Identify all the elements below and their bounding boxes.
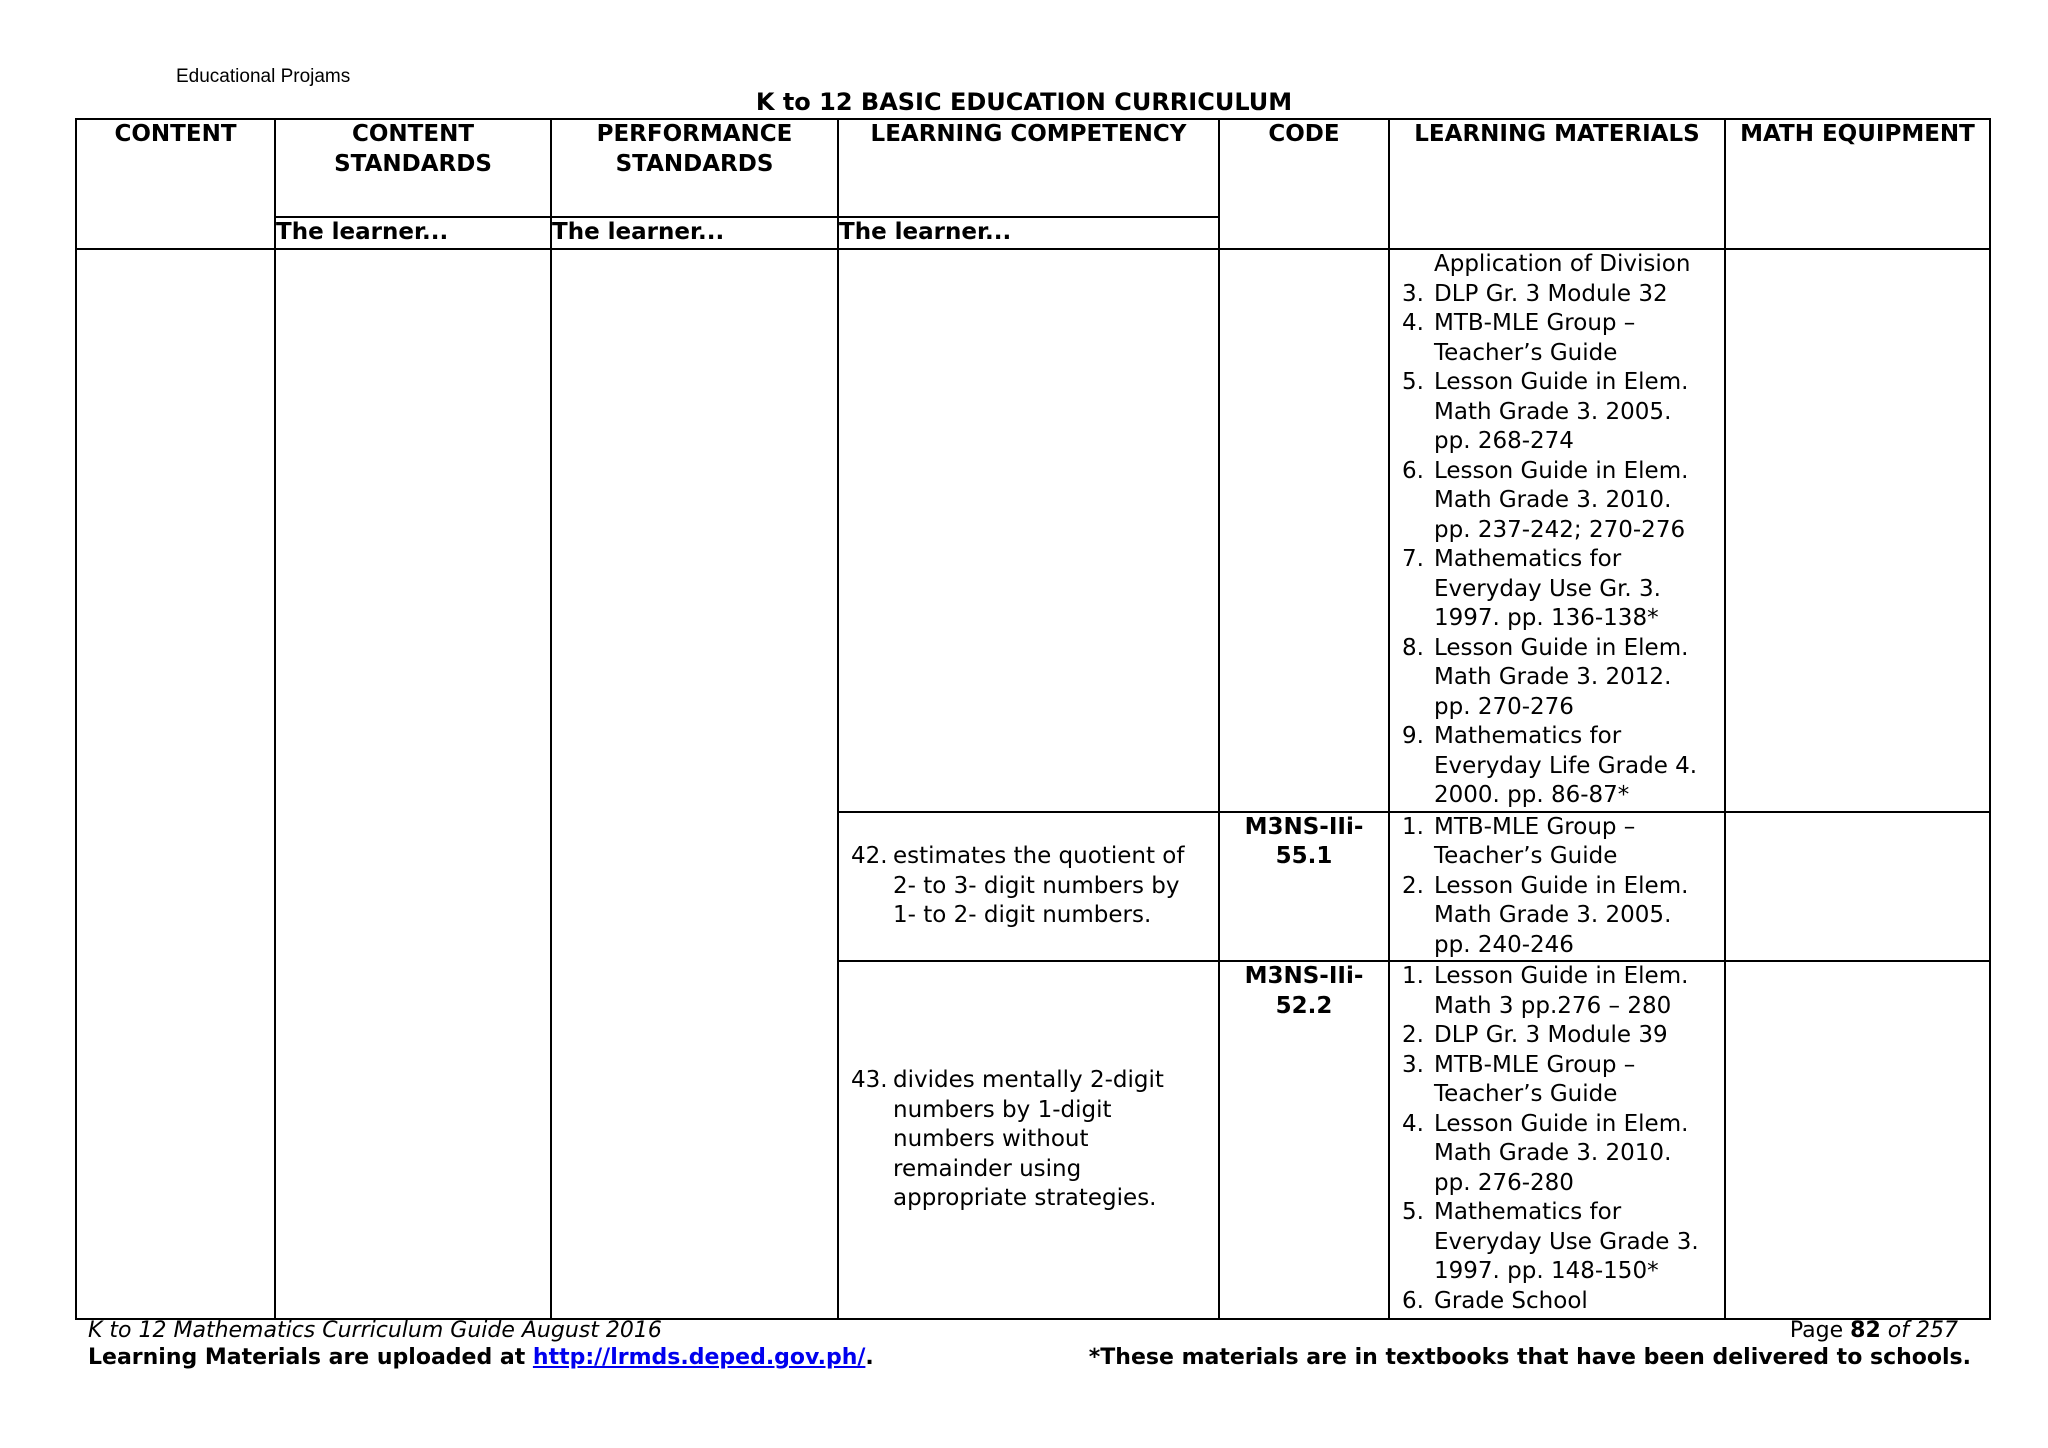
col-header-content-standards-line1: CONTENT [351, 121, 475, 147]
competency-cell [838, 961, 1219, 1319]
material-item: 9. Mathematics for Everyday Life Grade 4. 2000. pp. 86-87* [1402, 723, 1698, 808]
material-item: 5. Lesson Guide in Elem. Math Grade 3. 2005. pp. 268-274 [1402, 369, 1689, 454]
lrmds-link[interactable]: http://lrmds.deped.gov.ph/ [532, 1345, 866, 1370]
material-item: 1. Lesson Guide in Elem. Math 3 pp.276 – 280 [1402, 963, 1689, 1019]
materials-list [1390, 962, 1724, 1316]
materials-cell [1389, 961, 1725, 1319]
watermark-text: Educational Projams [176, 66, 351, 87]
material-item: 4. MTB-MLE Group – Teacher’s Guide [1402, 310, 1636, 366]
footer-upload-note [88, 1345, 874, 1370]
materials-list [1390, 250, 1724, 811]
col-header-content: CONTENT [76, 119, 275, 249]
competency-text: estimates the quotient of 2- to 3- digit numbers by 1- to 2- digit numbers. [893, 843, 1185, 928]
material-item: 2. Lesson Guide in Elem. Math Grade 3. 2005. pp. 240-246 [1402, 872, 1689, 958]
materials-cell [1389, 249, 1725, 812]
material-item: 2. DLP Gr. 3 Module 39 [1402, 1022, 1668, 1048]
col-header-content-standards [275, 119, 551, 217]
document-title: K to 12 BASIC EDUCATION CURRICULUM [755, 88, 1293, 116]
curriculum-table [75, 118, 1991, 1320]
material-item: Application of Division [1434, 251, 1691, 277]
page-total: of 257 [1887, 1318, 1958, 1343]
materials-list [1390, 813, 1724, 961]
col-header-code: CODE [1219, 119, 1389, 249]
competency-cell [838, 812, 1219, 962]
page-word: Page [1789, 1318, 1844, 1343]
performance-standards-cell [551, 249, 838, 1319]
col-header-content-standards-line2: STANDARDS [334, 150, 492, 177]
col-header-performance-standards-line2: STANDARDS [615, 150, 774, 177]
material-item: 1. MTB-MLE Group – Teacher’s Guide [1402, 813, 1636, 869]
equipment-cell [1725, 249, 1990, 812]
header-row [76, 119, 1990, 217]
material-item: 3. DLP Gr. 3 Module 32 [1402, 280, 1668, 307]
competency-number: 43. [851, 1067, 888, 1094]
material-item: 8. Lesson Guide in Elem. Math Grade 3. 2012. pp. 270-276 [1402, 634, 1689, 720]
code-cell [1219, 249, 1389, 812]
col-header-math-equipment: MATH EQUIPMENT [1725, 119, 1990, 249]
equipment-cell [1725, 961, 1990, 1319]
material-item: 7. Mathematics for Everyday Use Gr. 3. 1997. pp. 136-138* [1402, 546, 1661, 631]
competency-number: 42. [851, 843, 888, 869]
code-cell [1219, 812, 1389, 962]
learner-label-performance-standards: The learner... [551, 217, 838, 249]
materials-cell [1389, 812, 1725, 962]
col-header-learning-competency: LEARNING COMPETENCY [838, 119, 1219, 217]
learner-label-content-standards: The learner... [275, 217, 551, 249]
content-standards-cell [275, 249, 551, 1319]
footer-upload-prefix: Learning Materials are uploaded at [88, 1345, 533, 1370]
material-item: 5. Mathematics for Everyday Use Grade 3. 1997. pp. 148-150* [1402, 1199, 1699, 1284]
material-item: 6. Lesson Guide in Elem. Math Grade 3. 2010. pp. 237-242; 270-276 [1402, 457, 1689, 543]
content-cell [76, 249, 275, 1319]
competency-code: M3NS-IIi-55.1 [1244, 813, 1364, 869]
col-header-performance-standards-line1: PERFORMANCE [596, 121, 793, 147]
equipment-cell [1725, 812, 1990, 962]
competency-code: M3NS-IIi-52.2 [1244, 963, 1364, 1019]
material-item: 4. Lesson Guide in Elem. Math Grade 3. 2010. pp. 276-280 [1402, 1110, 1689, 1196]
material-item: 3. MTB-MLE Group – Teacher’s Guide [1402, 1051, 1636, 1107]
col-header-performance-standards [551, 119, 838, 217]
page-current: 82 [1850, 1318, 1881, 1343]
footer-textbook-note: *These materials are in textbooks that have been delivered to schools. [1088, 1345, 1971, 1370]
footer-guide-title: K to 12 Mathematics Curriculum Guide August 2016 [88, 1318, 662, 1343]
page-number [1790, 1318, 1958, 1343]
footer-upload-suffix: . [865, 1345, 874, 1370]
material-item: 6. Grade School [1402, 1287, 1588, 1314]
competency-cell [838, 249, 1219, 812]
code-cell [1219, 961, 1389, 1319]
learner-label-competency: The learner... [838, 217, 1219, 249]
competency-text: divides mentally 2-digit numbers by 1-digit numbers without remainder using appropriate strategies. [893, 1067, 1164, 1212]
table-row [76, 249, 1990, 812]
col-header-learning-materials: LEARNING MATERIALS [1389, 119, 1725, 249]
